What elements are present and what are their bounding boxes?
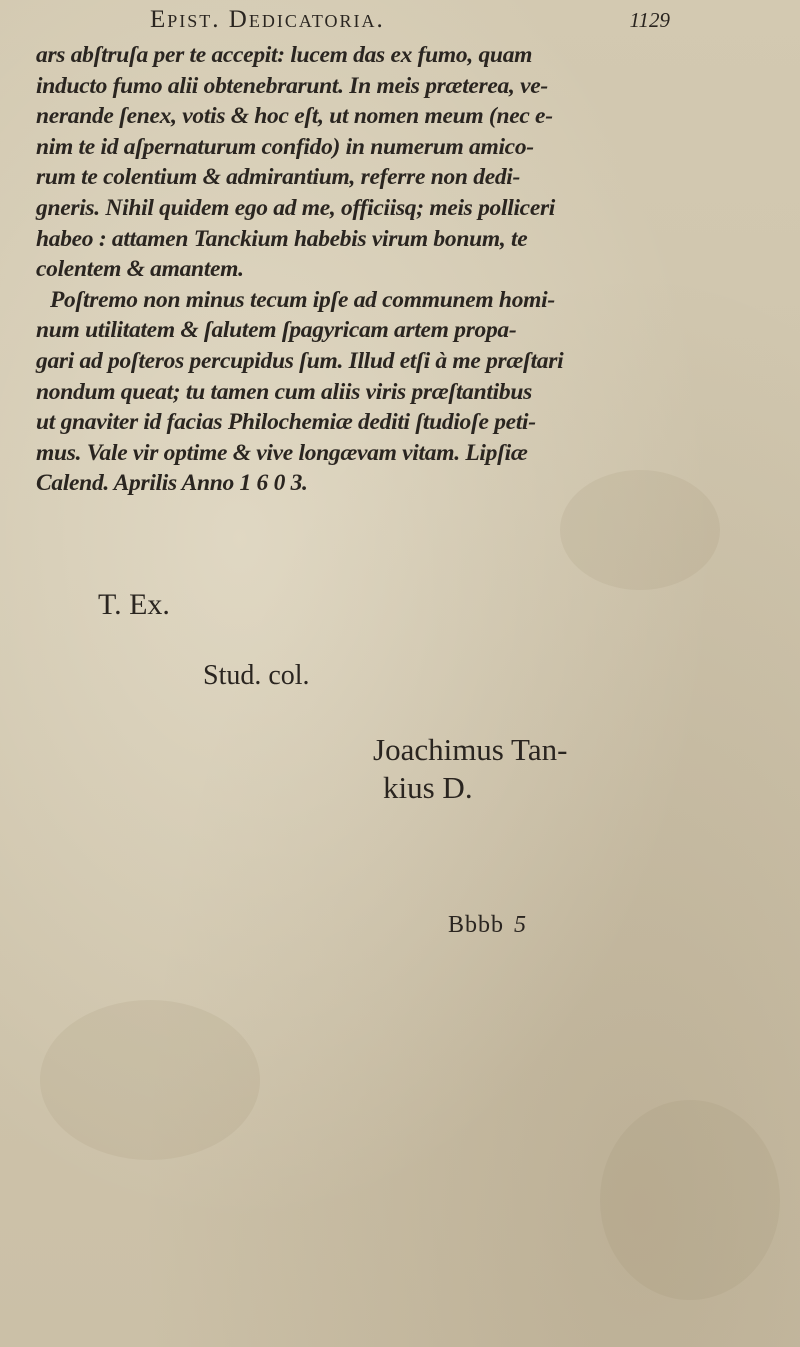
text-line: ut gnaviter id facias Philochemiæ dediti ſtudioſe peti-: [36, 409, 536, 436]
running-head: Epist. Dedicatoria.: [150, 6, 385, 33]
text-line: gneris. Nihil quidem ego ad me, officiisq; meis polliceri: [36, 194, 556, 221]
signature-name-line1: Joachimus Tan-: [373, 732, 568, 767]
signature-name-line2: kius D.: [383, 770, 473, 805]
text-line: Poſtremo non minus tecum ipſe ad communem homi-: [50, 286, 555, 313]
text-line: habeo : attamen Tanckium habebis virum bonum, te: [36, 225, 528, 252]
signature-mark-letters: Bbbb: [448, 912, 505, 938]
signature-college: Stud. col.: [203, 660, 310, 691]
text-line: nondum queat; tu tamen cum aliis viris præſtantibus: [36, 378, 532, 405]
page-number: 1129: [629, 8, 670, 32]
text-line: nim te id aſpernaturum confido) in numerum amico-: [36, 133, 534, 160]
signature-mark-number: 5: [514, 912, 528, 938]
page-header: [150, 6, 670, 36]
gathering-signature-mark: [448, 912, 527, 939]
text-line: ars abſtruſa per te accepit: lucem das ex fumo, quam: [36, 42, 533, 68]
text-line: colentem & amantem.: [36, 256, 244, 283]
text-line: inducto fumo alii obtenebrarunt. In meis præterea, ve-: [36, 72, 548, 99]
paper-stain: [40, 1000, 260, 1160]
text-line: Calend. Aprilis Anno 1 6 0 3.: [36, 470, 308, 497]
dedication-text: [36, 40, 676, 499]
paper-stain: [600, 1100, 780, 1300]
text-line: gari ad poſteros percupidus ſum. Illud etſi à me præſtari: [36, 347, 564, 374]
signature-initials: T. Ex.: [98, 588, 170, 621]
text-line: mus. Vale vir optime & vive longævam vitam. Lipſiæ: [36, 439, 528, 466]
text-line: rum te colentium & admirantium, referre non dedi-: [36, 164, 521, 191]
text-line: nerande ſenex, votis & hoc eſt, ut nomen meum (nec e-: [36, 103, 553, 130]
text-line: num utilitatem & ſalutem ſpagyricam artem propa-: [36, 317, 517, 344]
